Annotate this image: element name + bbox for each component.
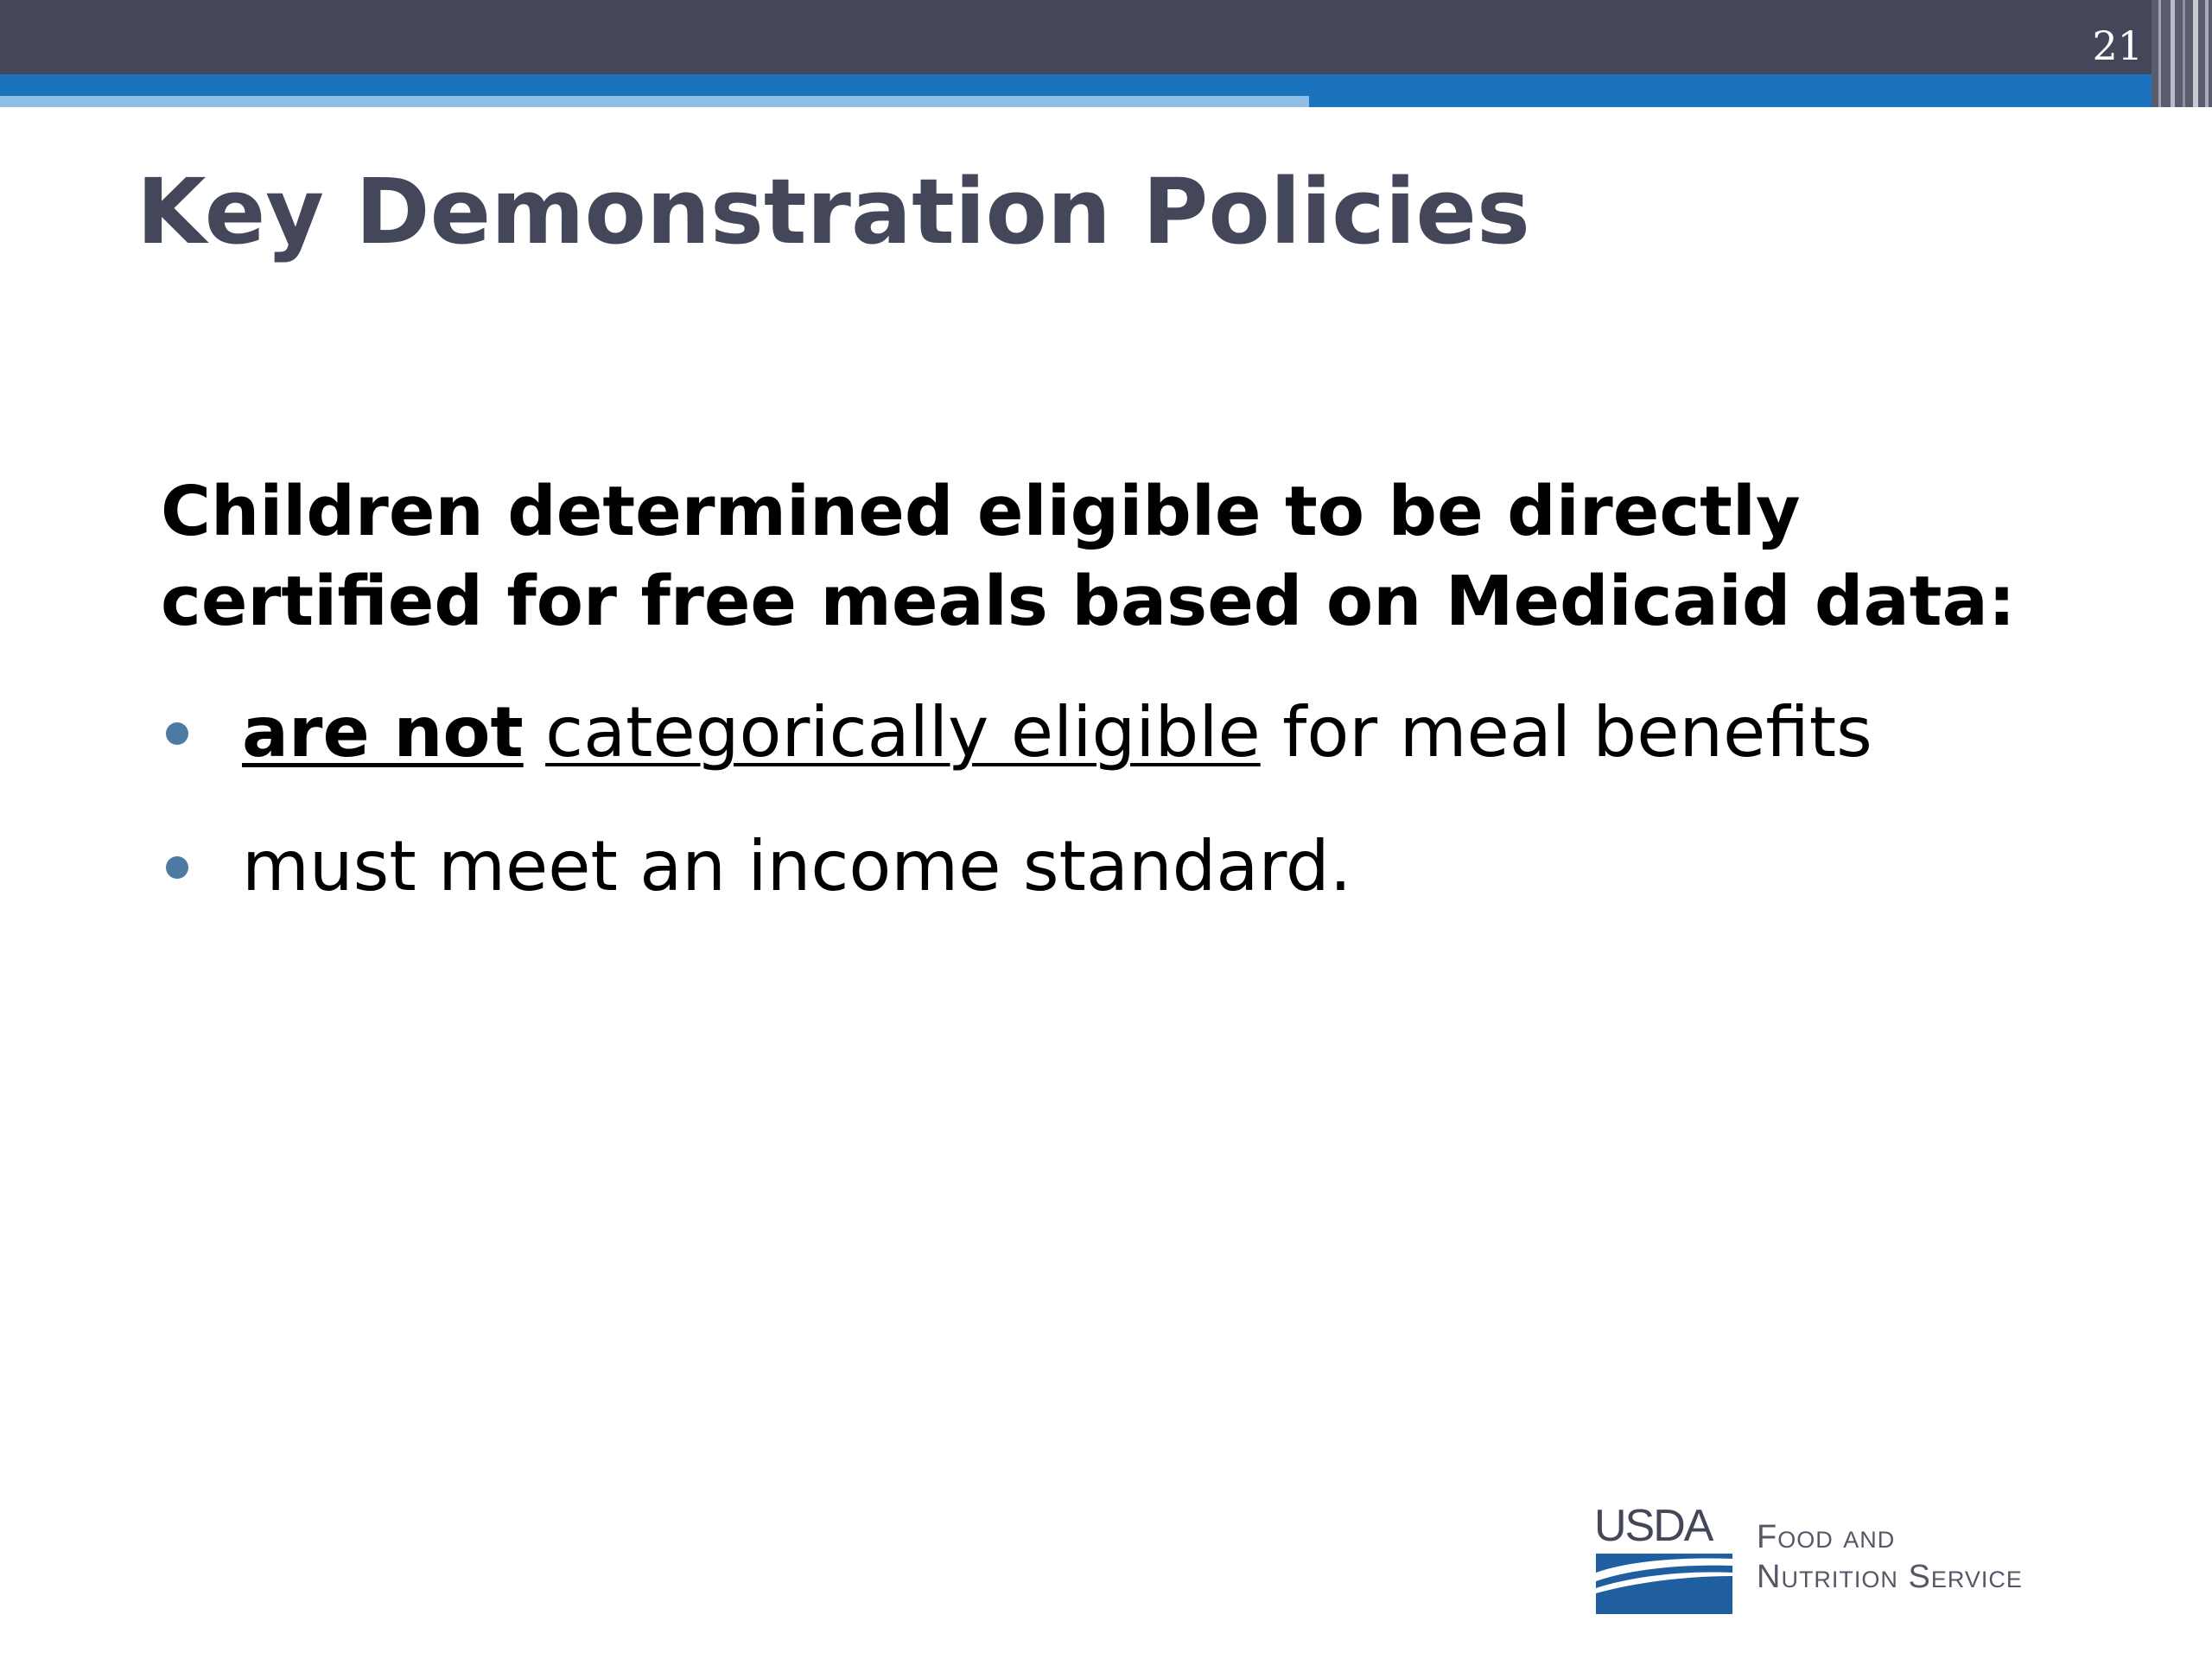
bullet-underlined: categorically eligible	[545, 692, 1261, 772]
agency-line-1: Food and	[1757, 1519, 1896, 1555]
usda-wordmark: USDA	[1594, 1501, 1713, 1551]
bullet-emphasis: are not	[242, 692, 524, 772]
header-bar	[0, 0, 2212, 74]
agency-name	[1757, 1517, 2023, 1597]
bullet-rest: for meal benefits	[1260, 692, 1872, 772]
header-stripe-dark	[1309, 74, 2212, 107]
header-stripe-light	[0, 74, 1309, 107]
slide-title: Key Demonstration Policies	[137, 159, 1530, 264]
bullet-text: must meet an income standard.	[242, 826, 1352, 906]
header-edge-lines	[2152, 0, 2212, 107]
agency-line-2: Nutrition Service	[1757, 1559, 2023, 1595]
usda-fns-logo	[1594, 1503, 2130, 1624]
bullet-dot-icon	[166, 856, 188, 879]
usda-field-icon	[1596, 1554, 1732, 1614]
slide-number: 21	[2092, 22, 2143, 69]
intro-text: Children determined eligible to be directly certified for free meals based on Medicaid data:	[161, 472, 2016, 641]
bullet-dot-icon	[166, 722, 188, 745]
bullet-text	[242, 685, 1872, 780]
